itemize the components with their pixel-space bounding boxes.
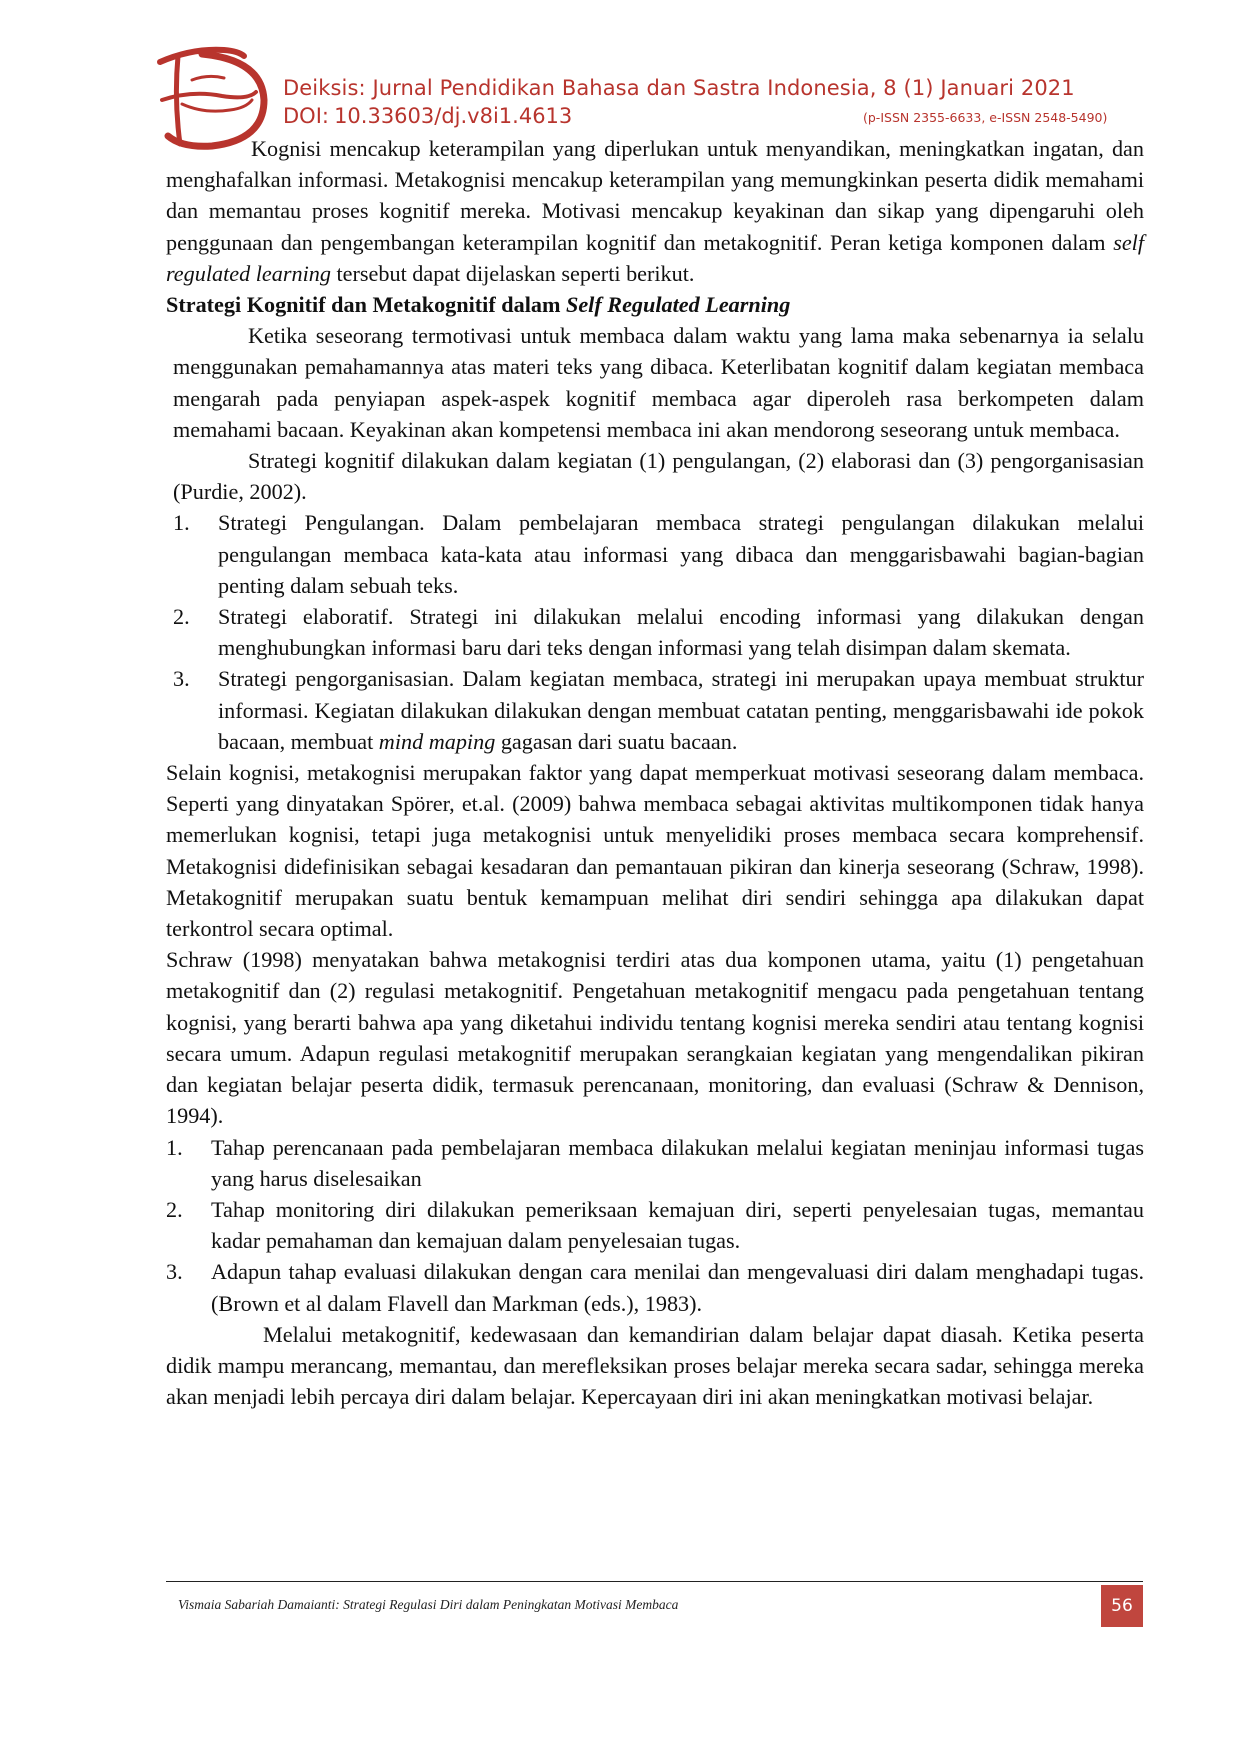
list-item-emphasis: mind maping: [378, 728, 496, 754]
section-heading: [166, 289, 1144, 320]
list-item: [166, 1194, 1144, 1256]
paragraph-5: Schraw (1998) menyatakan bahwa metakognisi terdiri atas dua komponen utama, yaitu (1) pengetahuan metakognitif dan (2) regulasi metakognitif. Pengetahuan metakognitif mengacu pada pengetahuan tentang kognisi, yang berarti bahwa apa yang diketahui individu tentang kognisi mereka sendiri atau tentang kognisi secara umum. Adapun regulasi metakognitif merupakan serangkaian kegiatan yang mengendalikan pikiran dan kegiatan belajar peserta didik, termasuk perencanaan, monitoring, dan evaluasi (Schraw & Dennison, 1994).: [166, 947, 1144, 1129]
list-item-number: 1.: [166, 1134, 183, 1160]
list-item-number: 2.: [173, 604, 190, 630]
list-item: [166, 1132, 1144, 1194]
metacognitive-stage-list: [166, 1132, 1144, 1319]
list-item-number: 3.: [166, 1259, 183, 1285]
section-heading-text: Strategi Kognitif dan Metakognitif dalam: [166, 292, 566, 318]
doi-link[interactable]: 10.33603/dj.v8i1.4613: [334, 104, 573, 128]
list-item-text-a: Strategi pengorganisasian. Dalam kegiatan membaca, strategi ini merupakan upaya membuat struktur informasi. Kegiatan dilakukan dilakukan dengan membuat catatan penting, menggarisbawahi ide pokok bacaan, membuat: [218, 666, 1144, 754]
issn-text: (p-ISSN 2355-6633, e-ISSN 2548-5490): [863, 110, 1108, 125]
footer-divider: [166, 1581, 1143, 1582]
cognitive-strategy-list: [166, 507, 1144, 757]
list-item-text: Tahap perencanaan pada pembelajaran membaca dilakukan melalui kegiatan meninjau informasi tugas yang harus diselesaikan: [211, 1134, 1144, 1191]
paragraph-1-text-a: Kognisi mencakup keterampilan yang diperlukan untuk menyandikan, meningkatkan ingatan, dan menghafalkan informasi. Metakognisi mencakup keterampilan yang memungkinkan peserta didik memahami dan memantau proses kognitif mereka. Motivasi mencakup keyakinan dan sikap yang dipengaruhi oleh penggunaan dan pengembangan keterampilan kognitif dan metakognitif. Peran ketiga komponen dalam: [166, 136, 1144, 255]
list-item: [173, 663, 1144, 757]
list-item-text: Tahap monitoring diri dilakukan pemeriksaan kemajuan diri, seperti penyelesaian tugas, memantau kadar pemahaman dan kemajuan dalam penyelesaian tugas.: [211, 1196, 1144, 1254]
list-item: [173, 601, 1144, 663]
list-item-number: 1.: [173, 510, 190, 536]
paragraph-1-text-b: tersebut dapat dijelaskan seperti berikut.: [330, 260, 695, 286]
page-number-badge: 56: [1101, 1585, 1143, 1627]
doi-label: DOI:: [283, 104, 329, 128]
paragraph-3: Strategi kognitif dilakukan dalam kegiatan (1) pengulangan, (2) elaborasi dan (3) pengorganisasian (Purdie, 2002).: [173, 448, 1144, 505]
list-item-text: Strategi elaboratif. Strategi ini dilakukan melalui encoding informasi yang dilakukan dengan menghubungkan informasi baru dari teks dengan informasi yang telah disimpan dalam skemata.: [218, 604, 1144, 661]
list-item: [166, 1256, 1144, 1318]
paragraph-4: Selain kognisi, metakognisi merupakan faktor yang dapat memperkuat motivasi seseorang dalam membaca. Seperti yang dinyatakan Spörer, et.al. (2009) bahwa membaca sebagai aktivitas multikomponen tidak hanya memerlukan kognisi, tetapi juga metakognisi untuk menyelidiki proses membaca secara komprehensif. Metakognisi didefinisikan sebagai kesadaran dan pemantauan pikiran dan kinerja seseorang (Schraw, 1998). Metakognitif merupakan suatu bentuk kemampuan melihat diri sendiri sehingga apa dilakukan dapat terkontrol secara optimal.: [166, 760, 1144, 942]
indented-block: [166, 320, 1144, 507]
list-item-text: Adapun tahap evaluasi dilakukan dengan cara menilai dan mengevaluasi diri dalam menghadapi tugas. (Brown et al dalam Flavell dan Markman (eds.), 1983).: [211, 1259, 1144, 1316]
list-item-text: Strategi Pengulangan. Dalam pembelajaran membaca strategi pengulangan dilakukan melalui pengulangan membaca kata-kata atau informasi yang dibaca dan menggarisbawahi bagian-bagian penting dalam sebuah teks.: [218, 510, 1144, 598]
paragraph-1: [166, 133, 1144, 289]
article-body: [166, 133, 1144, 1412]
section-heading-emphasis: Self Regulated Learning: [565, 292, 791, 318]
running-title: Vismaia Sabariah Damaianti: Strategi Regulasi Diri dalam Peningkatan Motivasi Membaca: [178, 1597, 679, 1612]
paragraph-6: Melalui metakognitif, kedewasaan dan kemandirian dalam belajar dapat diasah. Ketika peserta didik mampu merancang, memantau, dan merefleksikan proses belajar mereka secara sadar, sehingga mereka akan menjadi lebih percaya diri dalam belajar. Kepercayaan diri ini akan meningkatkan motivasi belajar.: [166, 1321, 1144, 1410]
doi-row: [283, 102, 1143, 130]
journal-title: Deiksis: Jurnal Pendidikan Bahasa dan Sastra Indonesia, 8 (1) Januari 2021: [283, 76, 1075, 100]
paragraph-2: Ketika seseorang termotivasi untuk membaca dalam waktu yang lama maka sebenarnya ia selalu menggunakan pemahamannya atas materi teks yang dibaca. Keterlibatan kognitif dalam kegiatan membaca mengarah pada penyiapan aspek-aspek kognitif membaca agar diperoleh rasa berkompeten dalam memahami bacaan. Keyakinan akan kompetensi membaca ini akan mendorong seseorang untuk membaca.: [173, 323, 1144, 442]
list-item-number: 2.: [166, 1196, 183, 1222]
paragraph-1-emphasis: self regulated learning: [166, 229, 1144, 286]
list-item: [173, 507, 1144, 601]
journal-header: [283, 74, 1143, 130]
list-item-number: 3.: [173, 666, 190, 692]
list-item-text-b: gagasan dari suatu bacaan.: [495, 728, 738, 754]
